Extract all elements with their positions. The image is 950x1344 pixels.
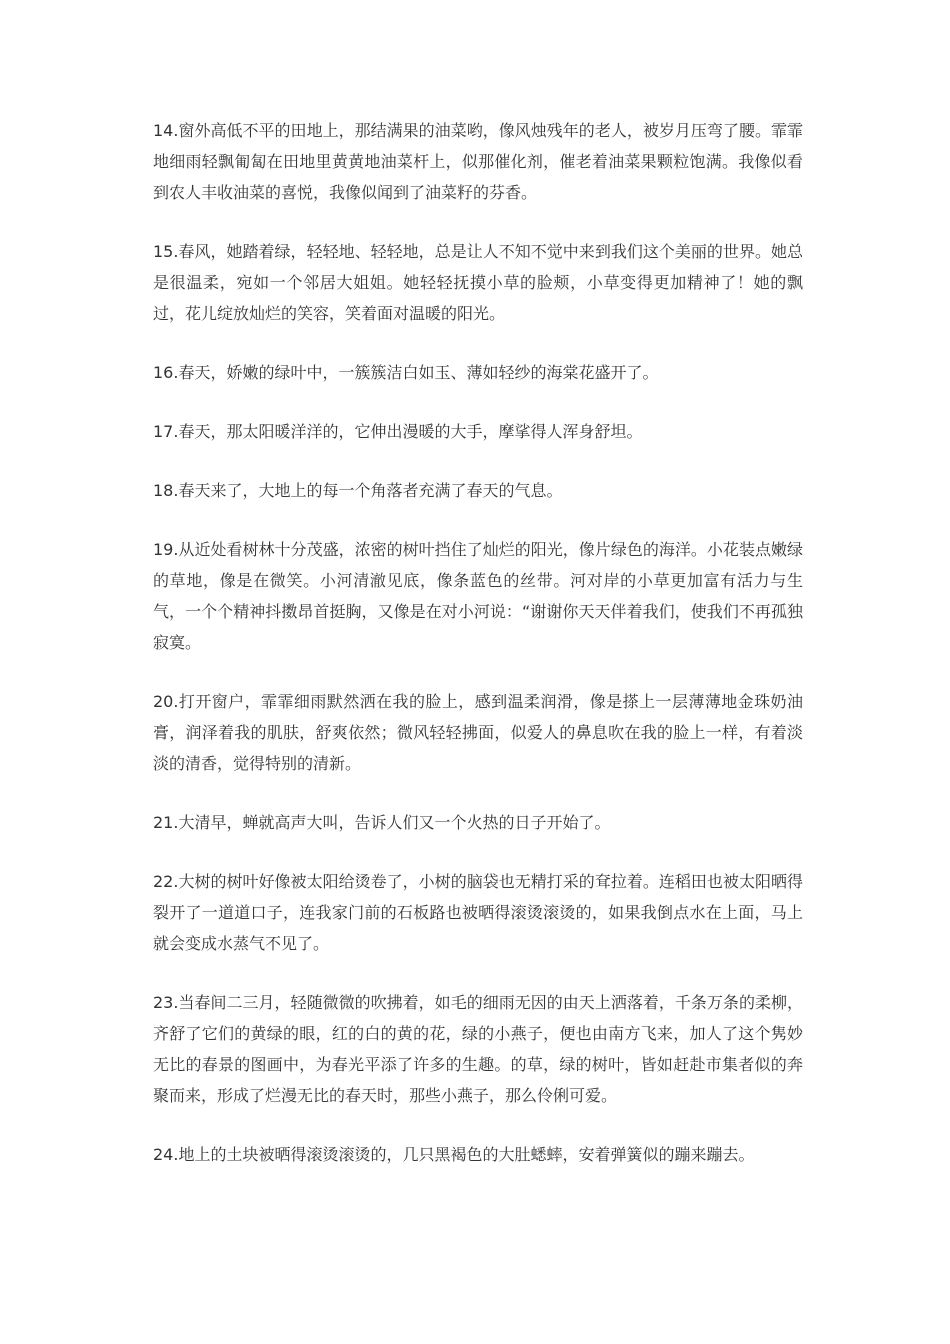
paragraph-24: 24.地上的土块被晒得滚烫滚烫的，几只黑褐色的大肚蟋蟀，安着弹簧似的蹦来蹦去。: [153, 1145, 755, 1164]
paragraph-22: 22.大树的树叶好像被太阳给烫卷了，小树的脑袋也无精打采的耷拉着。连稻田也被太阳晒得裂开了一道道口子，连我家门前的石板路也被晒得滚烫滚烫的，如果我倒点水在上面，马上就会变成水蒸气不见了。: [153, 872, 803, 953]
paragraph-18: 18.春天来了，大地上的每一个角落者充满了春天的气息。: [153, 481, 563, 500]
paragraph-16: 16.春天，娇嫩的绿叶中，一簇簇洁白如玉、薄如轻纱的海棠花盛开了。: [153, 363, 659, 382]
document-body: [153, 115, 803, 1198]
paragraph-19: 19.从近处看树林十分茂盛，浓密的树叶挡住了灿烂的阳光，像片绿色的海洋。小花装点嫩绿的草地，像是在微笑。小河清澈见底，像条蓝色的丝带。河对岸的小草更加富有活力与生气，一个个精神抖擞昂首挺胸，又像是在对小河说：“谢谢你天天伴着我们，使我们不再孤独寂寞。: [153, 540, 803, 652]
paragraph-15: 15.春风，她踏着绿，轻轻地、轻轻地，总是让人不知不觉中来到我们这个美丽的世界。她总是很温柔，宛如一个邻居大姐姐。她轻轻抚摸小草的脸颊，小草变得更加精神了！她的飘过，花儿绽放灿烂的笑容，笑着面对温暖的阳光。: [153, 242, 803, 323]
paragraph-14: 14.窗外高低不平的田地上，那结满果的油菜哟，像风烛残年的老人，被岁月压弯了腰。霏霏地细雨轻飘匍匐在田地里黄黄地油菜杆上，似那催化剂，催老着油菜果颗粒饱满。我像似看到农人丰收油菜的喜悦，我像似闻到了油菜籽的芬香。: [153, 121, 803, 202]
paragraph-23: 23.当春间二三月，轻随微微的吹拂着，如毛的细雨无因的由天上洒落着，千条万条的柔柳，齐舒了它们的黄绿的眼，红的白的黄的花，绿的小燕子，便也由南方飞来，加人了这个隽妙无比的春景的图画中，为春光平添了许多的生趣。的草，绿的树叶，皆如赶赴市集者似的奔聚而来，形成了烂漫无比的春天时，那些小燕子，那么伶俐可爱。: [153, 993, 803, 1105]
paragraph-21: 21.大清早，蝉就高声大叫，告诉人们又一个火热的日子开始了。: [153, 813, 611, 832]
paragraph-17: 17.春天，那太阳暖洋洋的，它伸出漫暖的大手，摩挲得人浑身舒坦。: [153, 422, 643, 441]
paragraph-20: 20.打开窗户，霏霏细雨默然洒在我的脸上，感到温柔润滑，像是搽上一层薄薄地金珠奶油膏，润泽着我的肌肤，舒爽依然；微风轻轻拂面，似爱人的鼻息吹在我的脸上一样，有着淡淡的清香，觉得特别的清新。: [153, 692, 803, 773]
